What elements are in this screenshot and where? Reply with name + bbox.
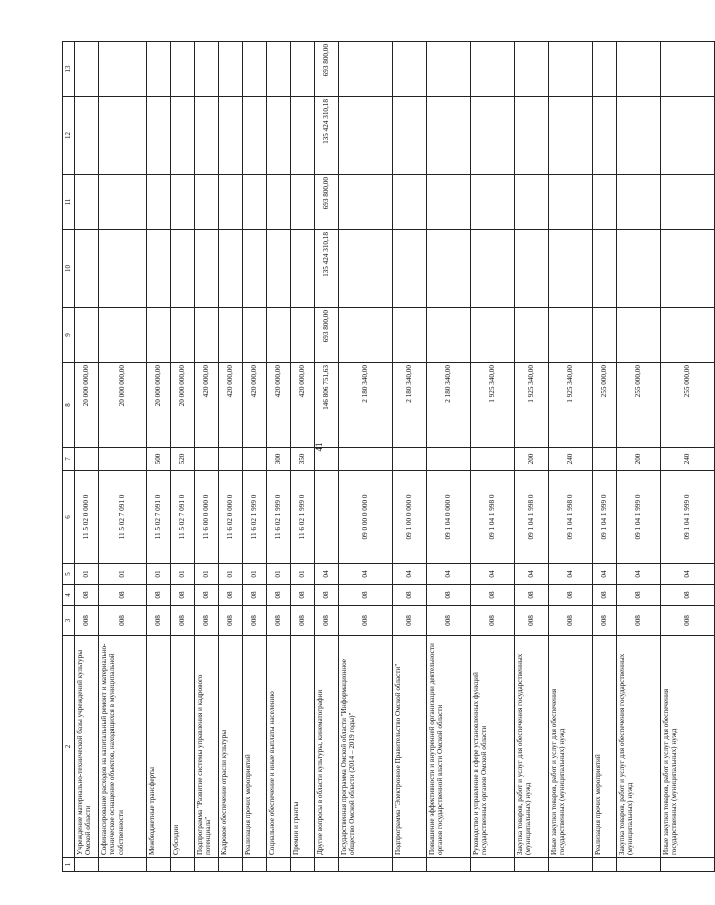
- row-value-cell: [219, 308, 243, 363]
- row-marker-cell: [75, 858, 99, 872]
- table-row: [243, 42, 267, 872]
- row-value-cell: 1 925 340,00: [515, 363, 549, 448]
- row-value-cell: 200: [515, 448, 549, 471]
- row-value-cell: 008: [243, 606, 267, 636]
- row-name-cell: Кадровое обеспечение отрасли культуры: [219, 636, 243, 858]
- row-value-cell: [195, 230, 219, 308]
- row-value-cell: 09 1 00 0 000 0: [393, 471, 427, 564]
- row-value-cell: 01: [291, 564, 315, 585]
- row-value-cell: 09 1 04 1 998 0: [471, 471, 515, 564]
- row-value-cell: 08: [427, 585, 471, 606]
- table-row: [75, 42, 99, 872]
- row-value-cell: [75, 230, 99, 308]
- row-value-cell: 1 925 340,00: [549, 363, 593, 448]
- row-value-cell: 04: [661, 564, 715, 585]
- row-value-cell: [171, 42, 195, 97]
- row-value-cell: 240: [661, 448, 715, 471]
- row-value-cell: 11 6 02 1 999 0: [243, 471, 267, 564]
- row-value-cell: 08: [471, 585, 515, 606]
- row-value-cell: [661, 308, 715, 363]
- row-value-cell: [515, 230, 549, 308]
- table-row: [593, 42, 617, 872]
- row-value-cell: 420 000,00: [219, 363, 243, 448]
- row-value-cell: 693 800,00: [315, 42, 339, 97]
- row-name-cell: Руководство и управление в сфере установленных функций государственных органов Омской области: [471, 636, 515, 858]
- row-value-cell: [471, 230, 515, 308]
- row-value-cell: [243, 175, 267, 230]
- table-row: [617, 42, 661, 872]
- row-value-cell: [147, 175, 171, 230]
- row-value-cell: 008: [147, 606, 171, 636]
- row-value-cell: [243, 97, 267, 175]
- row-marker-cell: [195, 858, 219, 872]
- row-value-cell: [267, 230, 291, 308]
- row-value-cell: [171, 175, 195, 230]
- table-row: [219, 42, 243, 872]
- row-value-cell: 008: [291, 606, 315, 636]
- row-value-cell: 11 6 02 1 999 0: [267, 471, 291, 564]
- row-value-cell: [593, 308, 617, 363]
- row-value-cell: [393, 448, 427, 471]
- row-value-cell: 04: [471, 564, 515, 585]
- row-value-cell: 11 5 02 7 091 0: [147, 471, 171, 564]
- row-value-cell: 20 000 000,00: [75, 363, 99, 448]
- row-value-cell: 01: [243, 564, 267, 585]
- row-value-cell: [515, 308, 549, 363]
- row-marker-cell: [339, 858, 393, 872]
- row-value-cell: [339, 42, 393, 97]
- row-value-cell: [219, 97, 243, 175]
- row-value-cell: 693 800,00: [315, 308, 339, 363]
- row-value-cell: 11 6 02 0 000 0: [219, 471, 243, 564]
- row-value-cell: [339, 448, 393, 471]
- row-value-cell: [339, 308, 393, 363]
- row-value-cell: 08: [549, 585, 593, 606]
- row-name-cell: Подпрограмма "Электронное Правительство Омской области": [393, 636, 427, 858]
- table-row: [291, 42, 315, 872]
- row-value-cell: [593, 42, 617, 97]
- row-value-cell: 01: [219, 564, 243, 585]
- row-value-cell: 08: [195, 585, 219, 606]
- row-value-cell: 11 5 02 0 000 0: [75, 471, 99, 564]
- row-value-cell: 20 000 000,00: [99, 363, 147, 448]
- row-value-cell: 255 000,00: [593, 363, 617, 448]
- row-value-cell: 09 1 04 1 999 0: [661, 471, 715, 564]
- row-value-cell: 008: [593, 606, 617, 636]
- row-value-cell: [195, 175, 219, 230]
- row-marker-cell: [661, 858, 715, 872]
- row-name-cell: Другие вопросы в области культуры, кинематографии: [315, 636, 339, 858]
- row-value-cell: [661, 230, 715, 308]
- row-value-cell: 08: [147, 585, 171, 606]
- row-value-cell: [661, 42, 715, 97]
- row-value-cell: [471, 42, 515, 97]
- row-value-cell: [617, 42, 661, 97]
- row-value-cell: 08: [219, 585, 243, 606]
- row-value-cell: 04: [315, 564, 339, 585]
- header-cell: 3: [63, 606, 75, 636]
- header-cell: 1: [63, 858, 75, 872]
- row-value-cell: 20 000 000,00: [147, 363, 171, 448]
- row-value-cell: 500: [147, 448, 171, 471]
- row-value-cell: 135 424 310,18: [315, 97, 339, 175]
- table-row: [99, 42, 147, 872]
- row-name-cell: Социальное обеспечение и иные выплаты населению: [267, 636, 291, 858]
- row-value-cell: 08: [515, 585, 549, 606]
- row-value-cell: [393, 97, 427, 175]
- row-value-cell: [171, 308, 195, 363]
- row-value-cell: 08: [99, 585, 147, 606]
- row-value-cell: 20 000 000,00: [171, 363, 195, 448]
- row-value-cell: [267, 97, 291, 175]
- budget-table: [62, 41, 715, 872]
- row-value-cell: [593, 97, 617, 175]
- row-value-cell: 01: [171, 564, 195, 585]
- row-value-cell: [393, 308, 427, 363]
- row-value-cell: [219, 175, 243, 230]
- row-value-cell: 04: [393, 564, 427, 585]
- rotated-table-container: [62, 44, 692, 872]
- row-value-cell: 04: [515, 564, 549, 585]
- table-row: [661, 42, 715, 872]
- row-value-cell: 420 000,00: [243, 363, 267, 448]
- row-value-cell: 520: [171, 448, 195, 471]
- row-value-cell: [171, 97, 195, 175]
- row-value-cell: [427, 42, 471, 97]
- row-value-cell: 09 1 04 1 998 0: [515, 471, 549, 564]
- row-value-cell: [549, 175, 593, 230]
- row-marker-cell: [471, 858, 515, 872]
- row-value-cell: [393, 42, 427, 97]
- row-value-cell: [661, 97, 715, 175]
- row-value-cell: 09 1 04 1 999 0: [617, 471, 661, 564]
- row-name-cell: Реализация прочих мероприятий: [593, 636, 617, 858]
- row-marker-cell: [147, 858, 171, 872]
- row-value-cell: 09 1 04 1 999 0: [593, 471, 617, 564]
- row-value-cell: [471, 97, 515, 175]
- row-value-cell: 300: [267, 448, 291, 471]
- row-value-cell: [147, 97, 171, 175]
- row-value-cell: [393, 230, 427, 308]
- row-value-cell: 240: [549, 448, 593, 471]
- row-value-cell: 693 800,00: [315, 175, 339, 230]
- row-value-cell: [195, 448, 219, 471]
- row-name-cell: Подпрограмма "Развитие системы управления и кадрового потенциала": [195, 636, 219, 858]
- row-value-cell: [291, 308, 315, 363]
- row-marker-cell: [99, 858, 147, 872]
- row-value-cell: [339, 97, 393, 175]
- row-value-cell: 08: [339, 585, 393, 606]
- row-value-cell: 008: [99, 606, 147, 636]
- row-value-cell: 01: [195, 564, 219, 585]
- row-value-cell: [427, 448, 471, 471]
- row-name-cell: Закупка товаров, работ и услуг для обеспечения государственных (муниципальных) нужд: [617, 636, 661, 858]
- row-value-cell: [617, 308, 661, 363]
- row-value-cell: [427, 308, 471, 363]
- row-value-cell: 11 6 00 0 000 0: [195, 471, 219, 564]
- row-value-cell: [75, 448, 99, 471]
- row-name-cell: Реализация прочих мероприятий: [243, 636, 267, 858]
- table-row: [195, 42, 219, 872]
- row-value-cell: [147, 42, 171, 97]
- header-cell: 13: [63, 42, 75, 97]
- row-value-cell: [291, 97, 315, 175]
- row-value-cell: 008: [427, 606, 471, 636]
- row-value-cell: [593, 175, 617, 230]
- row-value-cell: 08: [315, 585, 339, 606]
- row-value-cell: [267, 175, 291, 230]
- row-value-cell: 008: [171, 606, 195, 636]
- row-value-cell: [593, 448, 617, 471]
- row-value-cell: [549, 42, 593, 97]
- table-row: [315, 42, 339, 872]
- row-value-cell: 08: [75, 585, 99, 606]
- row-marker-cell: [219, 858, 243, 872]
- table-row: [515, 42, 549, 872]
- row-value-cell: 200: [617, 448, 661, 471]
- row-name-cell: Повышение эффективности и внутренней организации деятельности органов государственной власти Омской области: [427, 636, 471, 858]
- row-marker-cell: [267, 858, 291, 872]
- row-value-cell: 008: [617, 606, 661, 636]
- row-value-cell: [291, 175, 315, 230]
- row-value-cell: [617, 230, 661, 308]
- row-value-cell: [471, 175, 515, 230]
- row-marker-cell: [549, 858, 593, 872]
- row-value-cell: 008: [339, 606, 393, 636]
- row-value-cell: [195, 308, 219, 363]
- row-value-cell: [147, 230, 171, 308]
- row-value-cell: [427, 175, 471, 230]
- header-cell: 2: [63, 636, 75, 858]
- table-row: [393, 42, 427, 872]
- row-marker-cell: [315, 858, 339, 872]
- row-value-cell: 008: [315, 606, 339, 636]
- row-value-cell: 08: [243, 585, 267, 606]
- row-value-cell: 420 000,00: [291, 363, 315, 448]
- row-value-cell: 1 925 340,00: [471, 363, 515, 448]
- row-name-cell: Софинансирование расходов на капитальный ремонт и материально-техническое оснащение объектов, находящихся в муниципальной собственности: [99, 636, 147, 858]
- row-marker-cell: [617, 858, 661, 872]
- row-value-cell: 2 180 340,00: [339, 363, 393, 448]
- row-value-cell: [99, 308, 147, 363]
- row-marker-cell: [427, 858, 471, 872]
- header-cell: 9: [63, 308, 75, 363]
- row-value-cell: 01: [99, 564, 147, 585]
- row-value-cell: 008: [661, 606, 715, 636]
- row-value-cell: 08: [267, 585, 291, 606]
- row-value-cell: [549, 230, 593, 308]
- row-value-cell: 2 180 340,00: [427, 363, 471, 448]
- row-value-cell: 008: [195, 606, 219, 636]
- row-value-cell: 04: [339, 564, 393, 585]
- header-cell: 12: [63, 97, 75, 175]
- table-row: [471, 42, 515, 872]
- row-value-cell: 008: [75, 606, 99, 636]
- row-name-cell: Государственная программа Омской области "Информационное общество Омской области (2014 – 2019 годы)": [339, 636, 393, 858]
- row-value-cell: 08: [617, 585, 661, 606]
- row-value-cell: [75, 97, 99, 175]
- row-value-cell: 008: [515, 606, 549, 636]
- row-value-cell: 135 424 310,18: [315, 230, 339, 308]
- row-value-cell: [99, 175, 147, 230]
- row-value-cell: [267, 308, 291, 363]
- header-cell: 4: [63, 585, 75, 606]
- row-value-cell: [427, 97, 471, 175]
- row-value-cell: [549, 97, 593, 175]
- table-header-row: [63, 42, 75, 872]
- table-row: [427, 42, 471, 872]
- row-value-cell: [393, 175, 427, 230]
- row-name-cell: Закупка товаров, работ и услуг для обеспечения государственных (муниципальных) нужд: [515, 636, 549, 858]
- table-row: [267, 42, 291, 872]
- row-value-cell: 08: [393, 585, 427, 606]
- row-marker-cell: [393, 858, 427, 872]
- row-value-cell: 04: [549, 564, 593, 585]
- row-value-cell: [661, 175, 715, 230]
- row-value-cell: [243, 42, 267, 97]
- row-value-cell: [617, 97, 661, 175]
- row-value-cell: [219, 448, 243, 471]
- row-value-cell: [195, 42, 219, 97]
- row-value-cell: [315, 471, 339, 564]
- row-value-cell: 08: [171, 585, 195, 606]
- row-value-cell: 01: [267, 564, 291, 585]
- row-value-cell: 2 180 340,00: [393, 363, 427, 448]
- row-value-cell: [243, 448, 267, 471]
- row-value-cell: 146 806 751,63: [315, 363, 339, 448]
- row-name-cell: Межбюджетные трансферты: [147, 636, 171, 858]
- page-number: 41: [314, 442, 324, 452]
- row-value-cell: 420 000,00: [267, 363, 291, 448]
- row-value-cell: [515, 97, 549, 175]
- row-value-cell: 11 6 02 1 999 0: [291, 471, 315, 564]
- row-value-cell: [515, 175, 549, 230]
- row-value-cell: [471, 448, 515, 471]
- header-cell: 7: [63, 448, 75, 471]
- table-row: [147, 42, 171, 872]
- row-value-cell: [171, 230, 195, 308]
- row-value-cell: [195, 97, 219, 175]
- row-value-cell: [515, 42, 549, 97]
- row-value-cell: 008: [219, 606, 243, 636]
- row-value-cell: [75, 308, 99, 363]
- table-row: [549, 42, 593, 872]
- row-value-cell: 08: [593, 585, 617, 606]
- row-value-cell: 255 000,00: [617, 363, 661, 448]
- row-marker-cell: [243, 858, 267, 872]
- row-name-cell: Иные закупки товаров, работ и услуг для обеспечения государственных (муниципальных) нужд: [661, 636, 715, 858]
- row-value-cell: [291, 42, 315, 97]
- row-value-cell: [617, 175, 661, 230]
- row-value-cell: 008: [549, 606, 593, 636]
- table-row: [171, 42, 195, 872]
- row-value-cell: [147, 308, 171, 363]
- row-value-cell: [471, 308, 515, 363]
- row-value-cell: [339, 230, 393, 308]
- row-value-cell: 09 1 04 1 998 0: [549, 471, 593, 564]
- row-value-cell: [75, 42, 99, 97]
- row-value-cell: 255 000,00: [661, 363, 715, 448]
- row-marker-cell: [515, 858, 549, 872]
- row-value-cell: 11 5 02 7 091 0: [171, 471, 195, 564]
- row-value-cell: 09 0 00 0 000 0: [339, 471, 393, 564]
- row-value-cell: [219, 230, 243, 308]
- row-marker-cell: [593, 858, 617, 872]
- row-value-cell: 01: [75, 564, 99, 585]
- header-cell: 5: [63, 564, 75, 585]
- row-value-cell: 008: [471, 606, 515, 636]
- row-value-cell: 09 1 04 0 000 0: [427, 471, 471, 564]
- row-value-cell: [99, 97, 147, 175]
- row-value-cell: [267, 42, 291, 97]
- row-value-cell: 04: [427, 564, 471, 585]
- row-value-cell: [99, 230, 147, 308]
- header-cell: 10: [63, 230, 75, 308]
- row-value-cell: [219, 42, 243, 97]
- row-value-cell: [243, 308, 267, 363]
- row-value-cell: [99, 42, 147, 97]
- row-name-cell: Субсидии: [171, 636, 195, 858]
- row-value-cell: 08: [661, 585, 715, 606]
- row-name-cell: Учреждение материально-технической базы учреждений культуры Омской области: [75, 636, 99, 858]
- row-value-cell: [75, 175, 99, 230]
- row-value-cell: [243, 230, 267, 308]
- row-marker-cell: [171, 858, 195, 872]
- row-name-cell: Премии и гранты: [291, 636, 315, 858]
- row-value-cell: [339, 175, 393, 230]
- header-cell: 6: [63, 471, 75, 564]
- row-value-cell: [427, 230, 471, 308]
- row-value-cell: [593, 230, 617, 308]
- row-value-cell: 04: [593, 564, 617, 585]
- row-value-cell: 420 000,00: [195, 363, 219, 448]
- row-name-cell: Иные закупки товаров, работ и услуг для обеспечения государственных (муниципальных) нужд: [549, 636, 593, 858]
- row-value-cell: [315, 448, 339, 471]
- row-value-cell: 08: [291, 585, 315, 606]
- table-row: [339, 42, 393, 872]
- header-cell: 11: [63, 175, 75, 230]
- row-value-cell: 350: [291, 448, 315, 471]
- row-value-cell: 008: [393, 606, 427, 636]
- row-value-cell: [291, 230, 315, 308]
- row-marker-cell: [291, 858, 315, 872]
- row-value-cell: 04: [617, 564, 661, 585]
- row-value-cell: [549, 308, 593, 363]
- row-value-cell: 11 5 02 7 091 0: [99, 471, 147, 564]
- row-value-cell: 01: [147, 564, 171, 585]
- row-value-cell: 008: [267, 606, 291, 636]
- row-value-cell: [99, 448, 147, 471]
- header-cell: 8: [63, 363, 75, 448]
